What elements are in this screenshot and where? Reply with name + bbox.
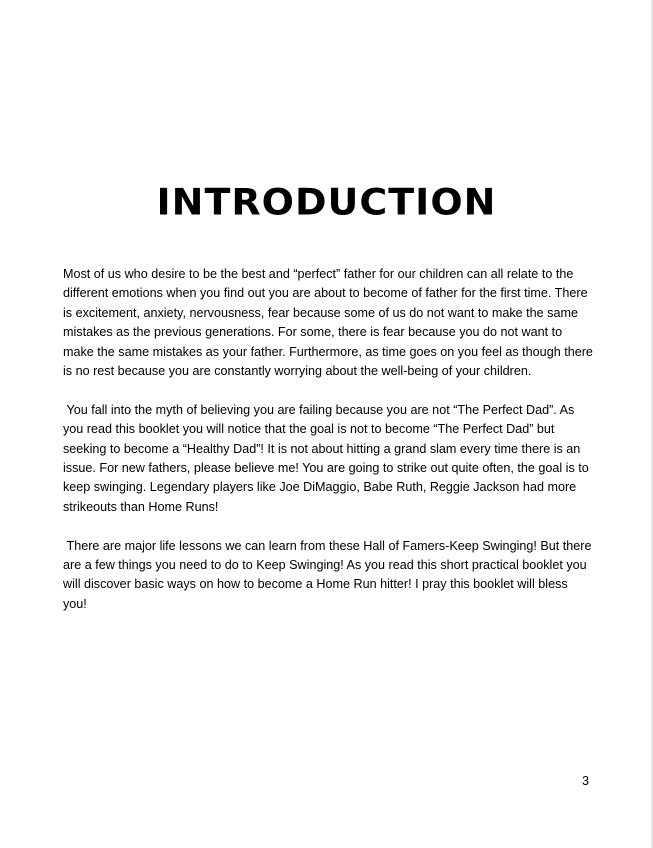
page-title: INTRODUCTION <box>156 181 497 223</box>
paragraph-2: You fall into the myth of believing you are failing because you are not “The Perfect Dad”. As you read this booklet you will notice that the goal is not to become “The Perfect Dad” but seeking to become a “Healthy Dad”! It is not about hitting a grand slam every time there is an issue. For new fathers, please believe me! You are going to strike out quite often, the goal is to keep swinging. Legendary players like Joe DiMaggio, Babe Ruth, Reggie Jackson had more strikeouts than Home Runs! <box>63 402 593 514</box>
paragraph-3: There are major life lessons we can learn from these Hall of Famers-Keep Swinging! But there are a few things you need to do to Keep Swinging! As you read this short practical booklet you will discover basic ways on how to become a Home Run hitter! I pray this booklet will bless you! <box>63 538 595 611</box>
paragraph-1: Most of us who desire to be the best and “perfect” father for our children can all relate to the different emotions when you find out you are about to become of father for the first time. There is excitement, anxiety, nervousness, fear because some of us do not want to make the same mistakes as the previous generations. For some, there is fear because you do not want to make the same mistakes as your father. Furthermore, as time goes on you feel as though there is no rest because you are constantly worrying about the well-being of your children. <box>63 267 593 379</box>
page-number: 3 <box>581 774 589 788</box>
body-text <box>63 265 593 634</box>
